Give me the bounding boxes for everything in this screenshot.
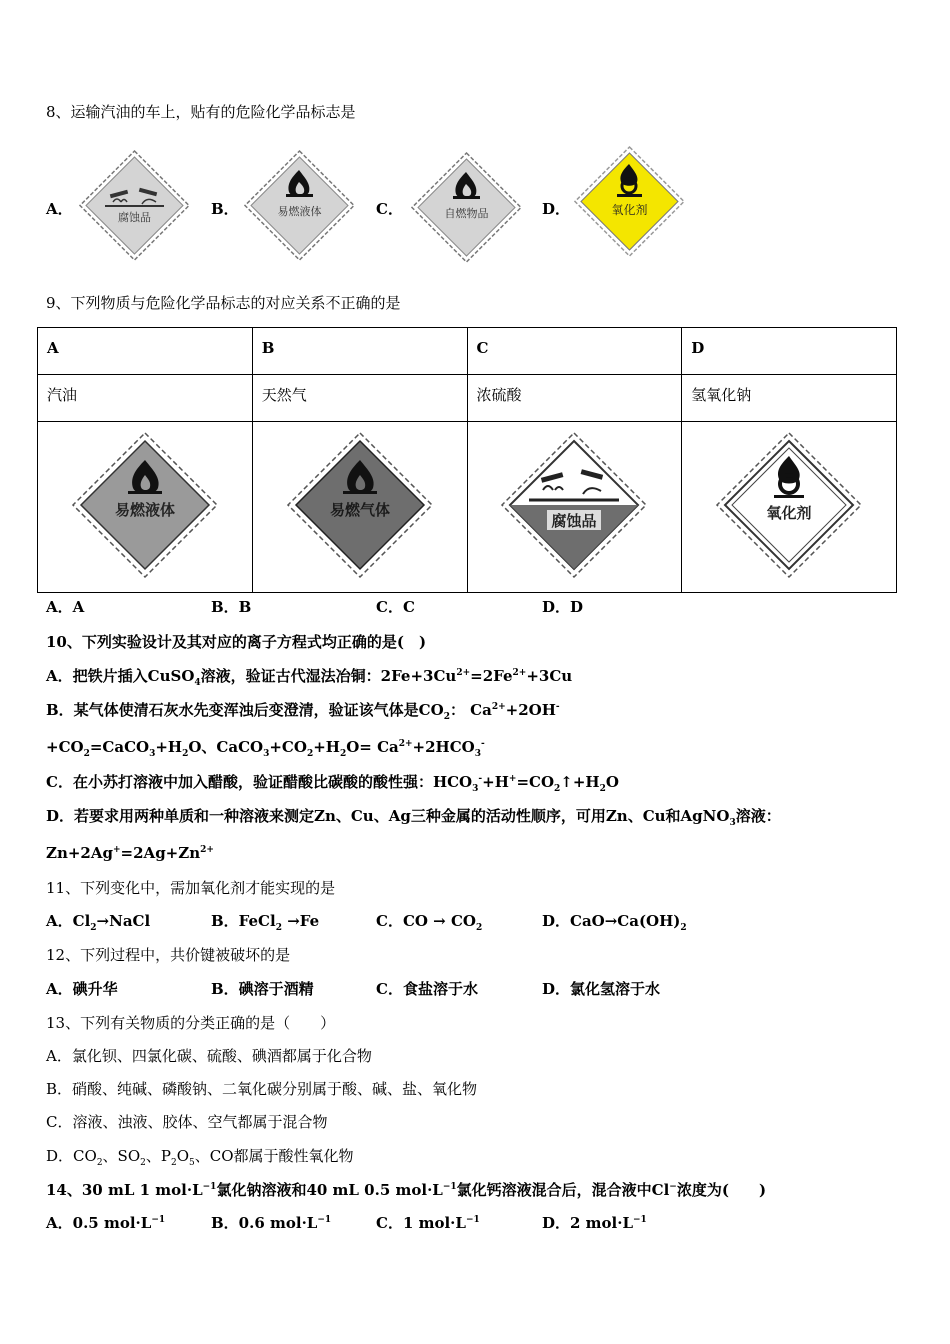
q12-option-a[interactable]: A．碘升华 [46, 980, 118, 998]
q8-option-c-letter: C． [376, 200, 403, 218]
q11-option-b[interactable]: B．FeCl$_2$ →Fe [211, 912, 320, 933]
q9-sign-d-text: 氧化剂 [766, 504, 812, 522]
q8-sign-row [0, 148, 950, 268]
q14-option-c[interactable]: C．1 $mol\cdot L^{-1}$ [376, 1214, 480, 1232]
q9-header-c: C [467, 328, 682, 375]
q9-header-b: B [252, 328, 467, 375]
q9-sign-cell-c [467, 422, 682, 593]
q13-option-c[interactable]: C．溶液、浊液、胶体、空气都属于混合物 [46, 1113, 328, 1131]
q8-option-d-sign-text: 氧化剂 [611, 203, 648, 217]
q9-sign-c [499, 430, 649, 580]
q12-option-b[interactable]: B．碘溶于酒精 [211, 980, 314, 998]
q9-sign-a [70, 430, 220, 580]
q8-option-b-sign-text: 易燃液体 [277, 205, 322, 218]
q8-option-a-sign[interactable] [77, 148, 192, 263]
q11-option-a[interactable]: A．$Cl_2\to NaCl$ [46, 912, 151, 933]
q9-substance-a: 汽油 [38, 375, 253, 422]
q9-sign-cell-d [682, 422, 897, 593]
q8-option-c-sign[interactable] [409, 150, 524, 265]
q9-sign-cell-b [252, 422, 467, 593]
q11-option-c[interactable]: C．CO → $CO_2$ [376, 912, 483, 933]
q10-option-a[interactable]: A．把铁片插入CuSO$_4$溶液，验证古代湿法冶铜：$2Fe+3Cu^{2+}=2Fe^{2+}+3Cu$ [46, 667, 573, 688]
q8-option-d-sign[interactable] [572, 144, 687, 259]
q9-header-a: A [38, 328, 253, 375]
q9-sign-c-text: 腐蚀品 [551, 512, 597, 530]
q10-option-c[interactable]: C．在小苏打溶液中加入醋酸，验证醋酸比碳酸的酸性强：$HCO_3^-+H^+=CO_2↑+H_2O$ [46, 773, 619, 794]
q9-option-d[interactable]: D．D [542, 598, 584, 616]
q9-substance-d: 氢氧化钠 [682, 375, 897, 422]
q10-option-b-line2[interactable]: $+CO_2=CaCO_3+H_2O$、$CaCO_3+CO_2+H_2O= Ca^{2+}+2HCO_3^-$ [46, 738, 485, 759]
q9-option-a[interactable]: A．A [46, 598, 85, 616]
q8-stem: 8、运输汽油的车上，贴有的危险化学品标志是 [46, 103, 356, 121]
q8-option-d-letter: D． [542, 200, 571, 218]
q10-option-d-line1[interactable]: D．若要求用两种单质和一种溶液来测定Zn、Cu、Ag三种金属的活动性顺序，可用Zn、Cu和AgNO$_3$溶液： [46, 807, 781, 828]
q9-sign-a-text: 易燃液体 [114, 501, 175, 519]
q9-sign-b [285, 430, 435, 580]
q8-option-b-letter: B． [211, 200, 239, 218]
q12-option-d[interactable]: D．氯化氢溶于水 [542, 980, 661, 998]
q12-option-c[interactable]: C．食盐溶于水 [376, 980, 478, 998]
q9-sign-d [714, 430, 864, 580]
q10-option-d-line2[interactable]: $Zn+2Ag^+=2Ag+Zn^{2+}$ [46, 844, 214, 862]
q10-stem: 10、下列实验设计及其对应的离子方程式均正确的是( ) [46, 633, 427, 651]
q14-option-a[interactable]: A．0.5 $mol\cdot L^{-1}$ [46, 1214, 166, 1232]
q9-substance-b: 天然气 [252, 375, 467, 422]
q8-option-a-letter: A． [46, 200, 73, 218]
q8-option-a-sign-text: 腐蚀品 [118, 211, 151, 224]
q10-option-b-line1[interactable]: B．某气体使清石灰水先变浑浊后变澄清，验证该气体是$CO_2$： $Ca^{2+}+2OH^-$ [46, 701, 560, 722]
q9-option-b[interactable]: B．B [211, 598, 252, 616]
q9-stem: 9、下列物质与危险化学品标志的对应关系不正确的是 [46, 294, 401, 312]
q9-header-d: D [682, 328, 897, 375]
q14-stem: 14、30 mL 1 $mol\cdot L^{-1}$氯化钠溶液和40 mL 0.5 $mol\cdot L^{-1}$氯化钙溶液混合后，混合液中Cl−浓度为( ) [46, 1181, 767, 1199]
q11-option-d[interactable]: D．$CaO\to Ca(OH)_2$ [542, 912, 687, 933]
q13-option-d[interactable]: D．$CO_2$、$SO_2$、$P_2O_5$、CO都属于酸性氧化物 [46, 1147, 354, 1168]
q14-option-b[interactable]: B．0.6 $mol\cdot L^{-1}$ [211, 1214, 332, 1232]
q9-table [37, 327, 897, 593]
q9-sign-b-text: 易燃气体 [329, 501, 390, 519]
q11-stem: 11、下列变化中，需加氧化剂才能实现的是 [46, 879, 336, 897]
q13-stem: 13、下列有关物质的分类正确的是（ ） [46, 1014, 336, 1032]
q12-stem: 12、下列过程中，共价键被破坏的是 [46, 946, 291, 964]
q9-option-c[interactable]: C．C [376, 598, 415, 616]
q8-option-b-sign[interactable] [242, 148, 357, 263]
q9-sign-cell-a [38, 422, 253, 593]
q8-option-c-sign-text: 自燃物品 [444, 207, 489, 220]
q13-option-b[interactable]: B．硝酸、纯碱、磷酸钠、二氧化碳分别属于酸、碱、盐、氧化物 [46, 1080, 478, 1098]
q13-option-a[interactable]: A．氯化钡、四氯化碳、硫酸、碘酒都属于化合物 [46, 1047, 372, 1065]
q9-substance-c: 浓硫酸 [467, 375, 682, 422]
q14-option-d[interactable]: D．2 $mol\cdot L^{-1}$ [542, 1214, 647, 1232]
